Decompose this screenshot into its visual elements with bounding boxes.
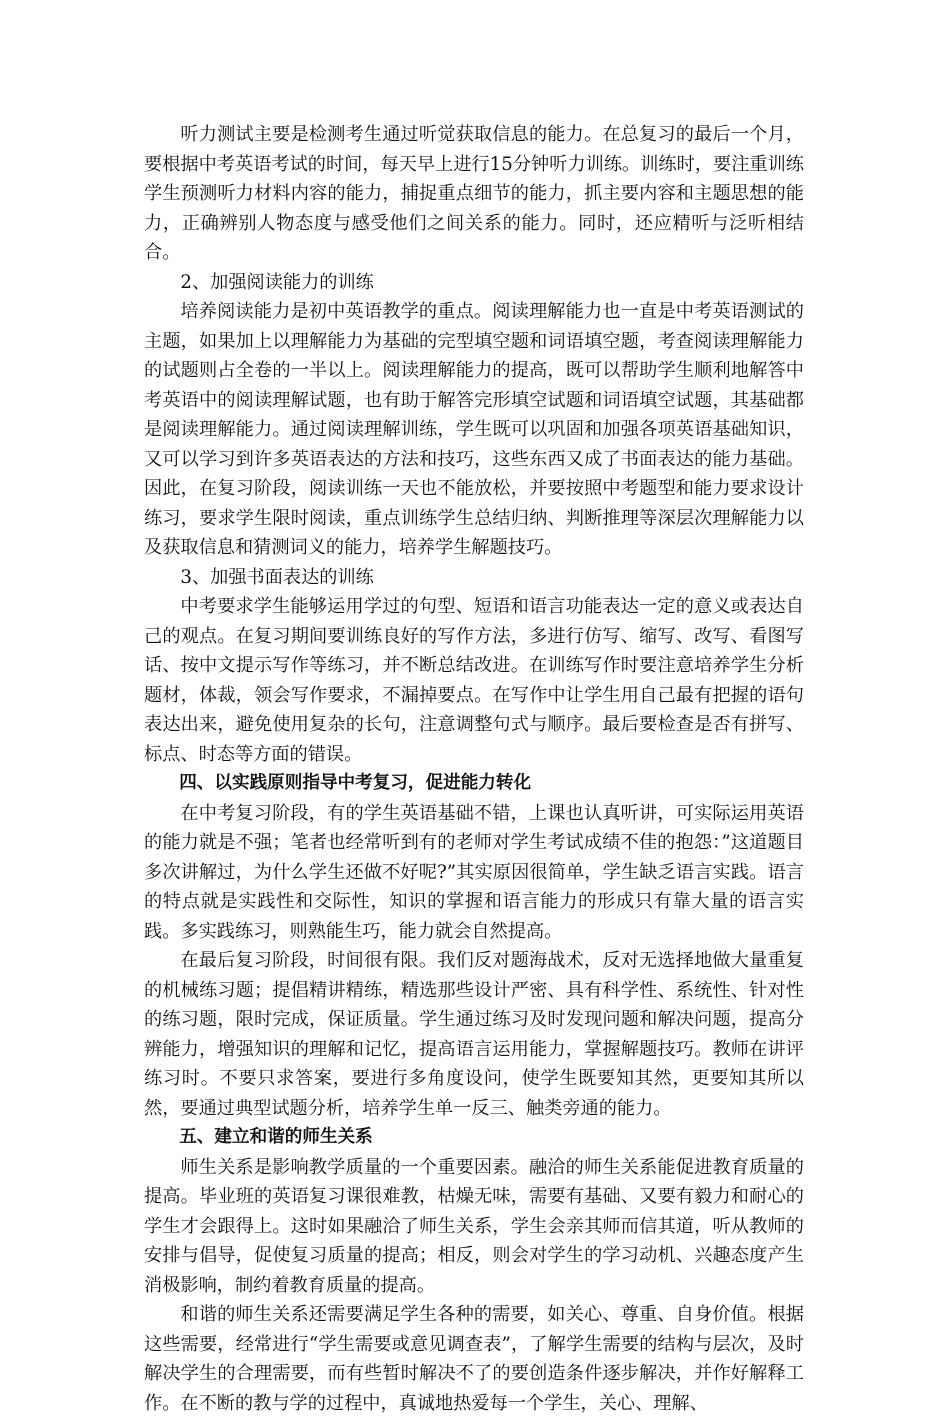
heading-teacher-student-relationship: 五、建立和谐的师生关系 xyxy=(179,1127,373,1147)
paragraph-relationship-quality: 师生关系是影响教学质量的一个重要因素。融洽的师生关系能促进教育质量的提高。毕业班的英语复习课很难教，枯燥无味，需要有基础、又要有毅力和耐心的学生才会跟得上。这时如果融洽了师生关系，学生会亲其师而信其道，听从教师的安排与倡导，促使复习质量的提高；相反，则会对学生的学习动机、兴趣态度产生消极影响，制约着教育质量的提高。 xyxy=(144,1156,804,1296)
paragraph-reading-ability: 培养阅读能力是初中英语教学的重点。阅读理解能力也一直是中考英语测试的主题，如果加上以理解能力为基础的完型填空题和词语填空题，考查阅读理解能力的试题则占全卷的一半以上。阅读理解能力的提高，既可以帮助学生顺利地解答中考英语中的阅读理解试题，也有助于解答完形填空试题和词语填空试题，其基础都是阅读理解能力。通过阅读理解训练，学生既可以巩固和加强各项英语基础知识，又可以学习到许多英语表达的方法和技巧，这些东西又成了书面表达的能力基础。因此，在复习阶段，阅读训练一天也不能放松，并要按照中考题型和能力要求设计练习，要求学生限时阅读，重点训练学生总结归纳、判断推理等深层次理解能力以及获取信息和猜测词义的能力，培养学生解题技巧。 xyxy=(144,301,804,558)
paragraph-listening-test: 听力测试主要是检测考生通过听觉获取信息的能力。在总复习的最后一个月，要根据中考英语考试的时间，每天早上进行15分钟听力训练。训练时，要注重训练学生预测听力材料内容的能力，捕捉重点细节的能力，抓主要内容和主题思想的能力，正确辨别人物态度与感受他们之间关系的能力。同时，还应精听与泛听相结合。 xyxy=(144,124,804,263)
document-page xyxy=(144,120,804,1418)
paragraph-language-practice: 在中考复习阶段，有的学生英语基础不错，上课也认真听讲，可实际运用英语的能力就是不强；笔者也经常听到有的老师对学生考试成绩不佳的抱怨：”这道题目多次讲解过，为什么学生还做不好呢?”其实原因很简单，学生缺乏语言实践。语言的特点就是实践性和交际性，知识的掌握和语言能力的形成只有靠大量的语言实践。多实践练习，则熟能生巧，能力就会自然提高。 xyxy=(144,802,804,942)
paragraph-writing-requirements: 中考要求学生能够运用学过的句型、短语和语言功能表达一定的意义或表达自己的观点。在复习期间要训练良好的写作方法，多进行仿写、缩写、改写、看图写话、按中文提示写作等练习，并不断总结改进。在训练写作时要注意培养学生分析题材，体裁，领会写作要求，不漏掉要点。在写作中让学生用自己最有把握的语句表达出来，避免使用复杂的长句，注意调整句式与顺序。最后要检查是否有拼写、标点、时态等方面的错误。 xyxy=(144,596,804,765)
subheading-writing-training: 3、加强书面表达的训练 xyxy=(180,566,374,588)
paragraph-student-needs: 和谐的师生关系还需要满足学生各种的需要，如关心、尊重、自身价值。根据这些需要，经常进行“学生需要或意见调查表”，了解学生需要的结构与层次，及时解决学生的合理需要，而有些暂时解决不了的要创造条件逐步解决，并作好解释工作。在不断的教与学的过程中，真诚地热爱每一个学生，关心、理解、 xyxy=(144,1304,804,1414)
paragraph-final-review: 在最后复习阶段，时间很有限。我们反对题海战术，反对无选择地做大量重复的机械练习题；提倡精讲精练，精选那些设计严密、具有科学性、系统性、针对性的练习题，限时完成，保证质量。学生通过练习及时发现问题和解决问题，提高分辨能力，增强知识的理解和记忆，提高语言运用能力，掌握解题技巧。教师在讲评练习时。不要只求答案，要进行多角度设问，使学生既要知其然，更要知其所以然，要通过典型试题分析，培养学生单一反三、触类旁通的能力。 xyxy=(144,950,804,1119)
subheading-reading-training: 2、加强阅读能力的训练 xyxy=(180,271,374,293)
heading-practice-principle: 四、以实践原则指导中考复习，促进能力转化 xyxy=(179,773,532,793)
